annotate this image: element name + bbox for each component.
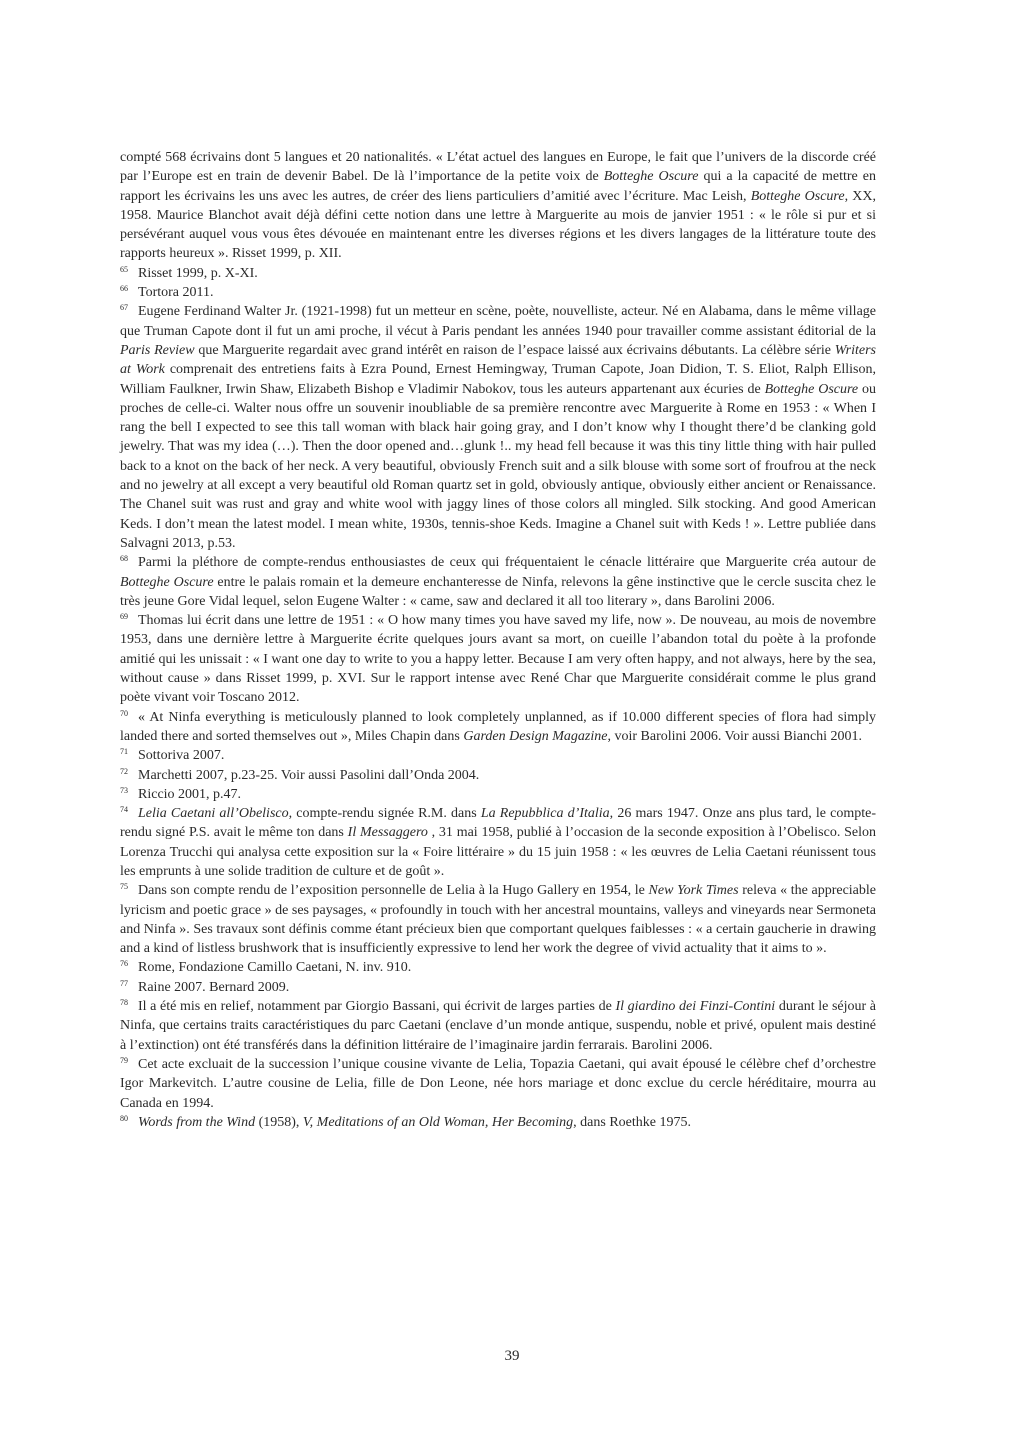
footnote-number: 65 xyxy=(120,264,128,274)
footnote-77 xyxy=(120,978,876,997)
footnote-80 xyxy=(120,1113,876,1132)
footnote-number: 77 xyxy=(120,978,128,988)
footnote-continuation xyxy=(120,148,876,264)
footnote-68 xyxy=(120,553,876,611)
footnote-number: 80 xyxy=(120,1113,128,1123)
text-run: Il a été mis en relief, notamment par Giorgio Bassani, qui écrivit de larges parties de xyxy=(138,999,616,1015)
text-run: comprenait des entretiens faits à Ezra Pound, Ernest Hemingway, Truman Capote, Joan Didion, T. S. Eliot, Ralph Ellison, William Faulkner, Irwin Shaw, Elizabeth Bishop e Vladimir Nabokov, tous les auteurs appartenant aux écuries de xyxy=(120,362,876,397)
italic-title: Words from the Wind xyxy=(138,1114,256,1130)
footnote-number: 69 xyxy=(120,612,128,622)
italic-title: Garden Design Magazine xyxy=(463,728,608,744)
text-run: Risset 1999, p. X-XI. xyxy=(138,265,258,281)
footnote-70 xyxy=(120,708,876,747)
footnote-number: 71 xyxy=(120,747,128,757)
footnote-73 xyxy=(120,785,876,804)
footnote-number: 70 xyxy=(120,708,128,718)
italic-title: Botteghe Oscure xyxy=(764,381,859,397)
text-run: Thomas lui écrit dans une lettre de 1951 : « O how many times you have saved my life, now ». De nouveau, au mois de novembre 1953, dans une dernière lettre à Marguerite écrite quelques jours avant sa mort, on cueille l’abandon total du poète à la profonde amitié qui les unissait : « I want one day to write to you a happy letter. Because I am very often happy, and not always, here by the sea, without cause » dans Risset 1999, p. XVI. Sur le rapport intense avec René Char que Marguerite considérait comme le plus grand poète vivant voir Toscano 2012. xyxy=(120,613,876,706)
footnote-65 xyxy=(120,264,876,283)
footnotes-column xyxy=(120,148,876,1132)
text-run: durant le séjour à Ninfa, que certains traits caractéristiques du parc Caetani (enclave d’un monde antique, suspendu, noble et privé, opulent mais destiné à l’extinction) ont été transférés dans la définition littéraire de l’imaginaire jardin ferrarais. Barolini 2006. xyxy=(120,999,877,1053)
text-run: , compte-rendu signée R.M. dans xyxy=(288,806,481,822)
footnote-number: 79 xyxy=(120,1055,128,1065)
text-run: Marchetti 2007, p.23-25. Voir aussi Pasolini dall’Onda 2004. xyxy=(138,767,480,783)
text-run: Eugene Ferdinand Walter Jr. (1921-1998) fut un metteur en scène, poète, nouvelliste, acteur. Né en Alabama, dans le même village que Truman Capote dont il fut un ami proche, il vécut à Paris pendant les années 1940 pour travailler comme assistant éditorial de la xyxy=(120,304,876,339)
italic-title: Il Messaggero xyxy=(347,825,428,841)
text-run: , 26 mars 1947. Onze ans plus tard, le compte-rendu signé P.S. avait le même ton dans xyxy=(120,806,876,841)
footnote-number: 76 xyxy=(120,959,128,969)
footnote-76 xyxy=(120,958,876,977)
footnote-number: 78 xyxy=(120,998,128,1008)
italic-title: Writers at Work xyxy=(120,342,877,378)
text-run: qui a la capacité de mettre en rapport les écrivains les uns avec les autres, de créer des liens particuliers d’amitié avec l’écriture. Mac Leish, xyxy=(120,169,876,204)
text-run: entre le palais romain et la demeure enchanteresse de Ninfa, relevons la gêne instinctive que le cercle suscita chez le très jeune Gore Vidal lequel, selon Eugene Walter : « came, saw and declared it all too literary », dans Barolini 2006. xyxy=(120,574,876,609)
footnote-75 xyxy=(120,881,876,958)
italic-title: Lelia Caetani all’Obelisco xyxy=(138,806,289,822)
text-run: Tortora 2011. xyxy=(138,285,214,301)
italic-title: Paris Review xyxy=(120,342,195,358)
text-run: (1958), xyxy=(255,1114,303,1130)
footnote-71 xyxy=(120,746,876,765)
italic-title: La Repubblica d’Italia xyxy=(480,806,610,822)
text-run: Rome, Fondazione Camillo Caetani, N. inv. 910. xyxy=(138,960,412,976)
italic-title: Botteghe Oscure xyxy=(120,574,214,590)
footnote-number: 74 xyxy=(120,805,128,815)
page-number: 39 xyxy=(504,1348,520,1364)
text-run: Cet acte excluait de la succession l’unique cousine vivante de Lelia, Topazia Caetani, qui avait épousé le célèbre chef d’orchestre Igor Markevitch. L’autre cousine de Lelia, fille de Don Leone, née hors mariage et donc exclue du cercle héréditaire, mourra au Canada en 1994. xyxy=(120,1056,876,1111)
footnote-number: 66 xyxy=(120,284,128,294)
italic-title: Il giardino dei Finzi-Contini xyxy=(615,999,776,1015)
footnote-number: 72 xyxy=(120,766,128,776)
footnote-number: 73 xyxy=(120,785,128,795)
italic-title: New York Times xyxy=(648,883,739,899)
italic-title: V, Meditations of an Old Woman, Her Becoming xyxy=(302,1114,574,1130)
footnote-74 xyxy=(120,804,876,881)
text-run: releva « the appreciable lyricism and poetic grace » de ses paysages, « profoundly in touch with her ancestral mountains, valleys and vineyards near Sermoneta and Ninfa ». Ses travaux sont définis comme étant précieux bien que comportant quelques faiblesses : « a certain gaucherie in drawing and a kind of listless brushwork that is insufficiently expressive to lend her work the degree of vivid actuality that it aims to ». xyxy=(120,883,876,957)
footnote-list xyxy=(120,264,876,1132)
text-run: , voir Barolini 2006. Voir aussi Bianchi 2001. xyxy=(607,728,863,744)
footnote-69 xyxy=(120,611,876,707)
text-run: Raine 2007. Bernard 2009. xyxy=(138,979,290,995)
text-run: , XX, 1958. Maurice Blanchot avait déjà défini cette notion dans une lettre à Marguerite au mois de janvier 1951 : « le rôle si pur et si persévérant auquel vous vous êtes dévouée en maintenant entre les diverses régions et les divers langages de la littérature toute des rapports heureux ». Risset 1999, p. XII. xyxy=(120,188,876,262)
text-run: que Marguerite regardait avec grand intérêt en raison de l’espace laissé aux écrivains débutants. La célèbre série xyxy=(194,342,835,358)
text-run: Riccio 2001, p.47. xyxy=(138,786,242,802)
text-run: Dans son compte rendu de l’exposition personnelle de Lelia à la Hugo Gallery en 1954, le xyxy=(138,883,649,899)
footnote-67 xyxy=(120,302,876,553)
text-run: compté 568 écrivains dont 5 langues et 20 nationalités. « L’état actuel des langues en Europe, le fait que l’univers de la discorde créé par l’Europe est en train de devenir Babel. De là l’importance de la petite voix de xyxy=(120,150,876,185)
italic-title: Botteghe Oscure xyxy=(603,169,699,185)
footnote-78 xyxy=(120,997,876,1055)
text-run: ou proches de celle-ci. Walter nous offre un souvenir inoubliable de sa première rencontre avec Marguerite à Rome en 1953 : « When I rang the bell I expected to see this tall woman with black hair going gray, and I don’t know why I thought there’d be clanking gold jewelry. That was my idea (…). Then the door opened and…glunk !.. my head fell because it was this tiny little thing with hair pulled back to a knot on the back of her neck. A very beautiful, obviously French suit and a silk blouse with some sort of froufrou at the neck and no jewelry at all except a very beautiful old Roman quartz set in gold, obviously antique, obviously either ancient or Renaissance. The Chanel suit was rust and gray and white wool with jaggy lines of those colors all mingled. Silk stocking. And good American Keds. I don’t mean the latest model. I mean white, 1930s, tennis-shoe Keds. Imagine a Chanel suit with Keds ! ». Lettre publiée dans Salvagni 2013, p.53. xyxy=(120,381,876,551)
footnote-72 xyxy=(120,766,876,785)
text-run: « At Ninfa everything is meticulously planned to look completely unplanned, as if 10.000 different species of flora had simply landed there and sorted themselves out », Miles Chapin dans xyxy=(120,709,876,744)
footnote-66 xyxy=(120,283,876,302)
text-run: , 31 mai 1958, publié à l’occasion de la seconde exposition à l’Obelisco. Selon Lorenza Trucchi qui analysa cette exposition sur la « Foire littéraire » du 15 juin 1958 : « les œuvres de Lelia Caetani réunissent tous les emprunts à une solide tradition de culture et de goût ». xyxy=(120,825,876,879)
text-run: Sottoriva 2007. xyxy=(138,748,225,764)
footnote-79 xyxy=(120,1055,876,1113)
footnote-number: 67 xyxy=(120,303,128,313)
footnote-number: 68 xyxy=(120,554,128,564)
italic-title: Botteghe Oscure xyxy=(750,188,845,204)
footnote-number: 75 xyxy=(120,882,128,892)
text-run: , dans Roethke 1975. xyxy=(573,1114,691,1130)
text-run: Parmi la pléthore de compte-rendus enthousiastes de ceux qui fréquentaient le cénacle littéraire que Marguerite créa autour de xyxy=(138,555,876,571)
